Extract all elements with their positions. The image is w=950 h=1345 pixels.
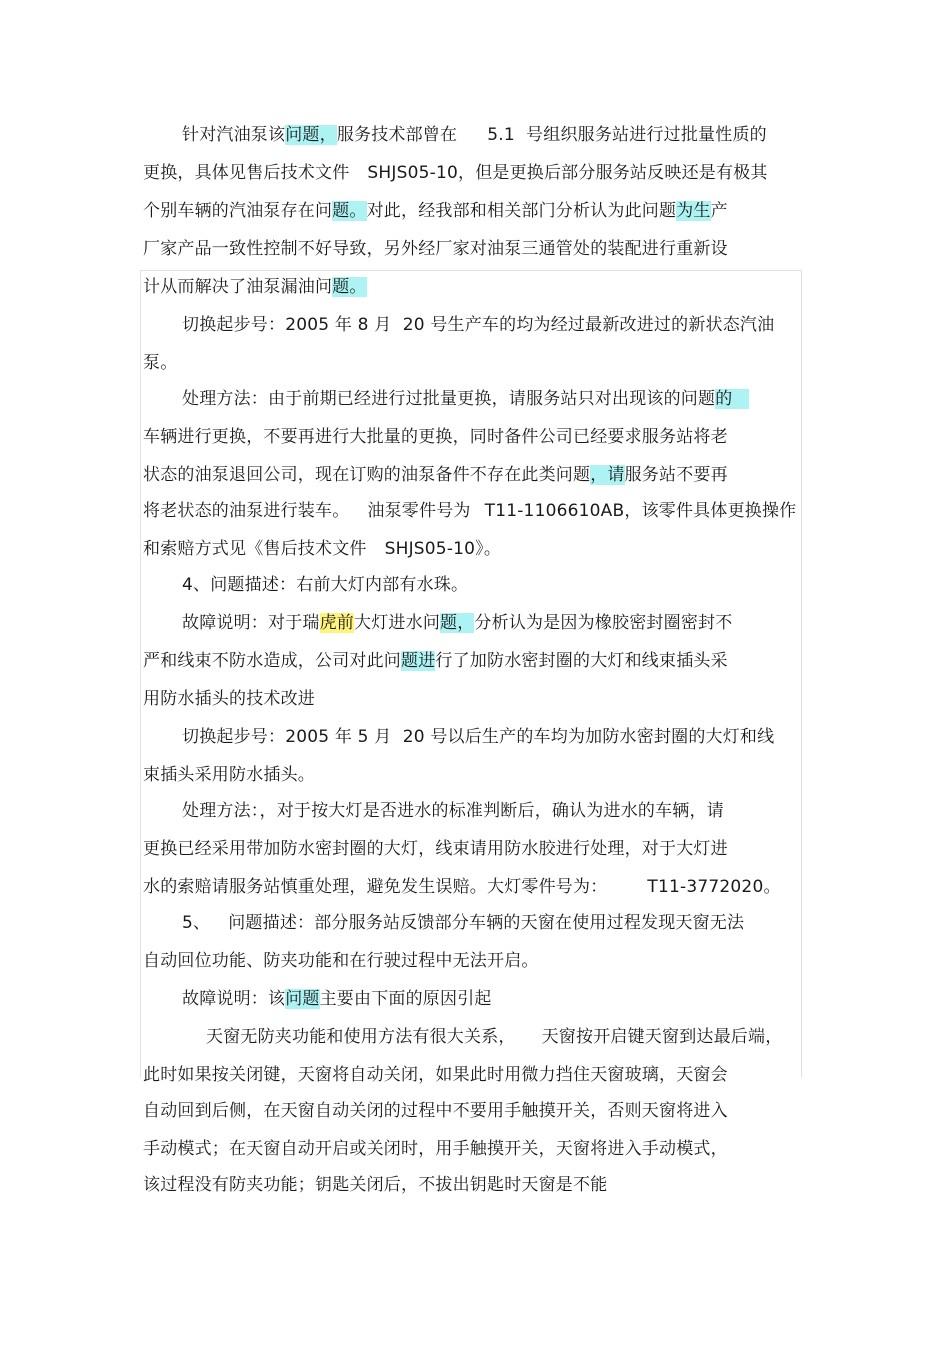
text-run: 大灯进水问 [354, 613, 441, 633]
text-run: 自动回到后侧，在天窗自动关闭的过程中不要用手触摸开关，否则天窗将进入 [143, 1101, 728, 1121]
text-line [143, 426, 728, 448]
highlighted-text: 题， [440, 613, 475, 633]
text-run: 针对汽油泵该 [182, 125, 286, 145]
text-run: 天窗无防夹功能和使用方法有很大关系， [206, 1027, 516, 1047]
text-line [182, 314, 774, 336]
text-line [143, 1100, 728, 1122]
text-run: T11-1106610AB，该零件具体更换操作 [484, 501, 797, 521]
text-run: 天窗按开启键天窗到达最后端， [541, 1027, 783, 1047]
highlighted-text: 问题， [285, 125, 337, 145]
highlighted-text: 题。 [332, 277, 367, 297]
text-run: T11-3772020。 [647, 877, 781, 897]
text-run: 泵。 [143, 353, 178, 373]
highlighted-text: 的 [715, 389, 750, 409]
text-run: 更换已经采用带加防水密封圈的大灯，线束请用防水胶进行处理，对于大灯进 [143, 839, 728, 859]
text-line [143, 162, 768, 184]
highlighted-text: 虎前 [319, 613, 355, 633]
text-run: 5、 [182, 913, 211, 933]
highlighted-text: ，请 [590, 465, 625, 485]
text-run: 行了加防水密封圈的大灯和线束插头采 [435, 651, 728, 671]
text-run: 用防水插头的技术改进 [143, 689, 315, 709]
text-run: 和索赔方式见《售后技术文件 [143, 539, 367, 559]
text-run: 油泵零件号为 [367, 501, 471, 521]
text-line [182, 800, 724, 822]
text-run: 处理方法：，对于按大灯是否进水的标准判断后，确认为进水的车辆，请 [182, 801, 724, 821]
text-run: 该过程没有防夹功能；钥匙关闭后，不拔出钥匙时天窗是不能 [143, 1175, 608, 1195]
text-run: 故障说明：该 [182, 989, 286, 1009]
text-line [182, 726, 774, 748]
text-run: 水的索赔请服务站慎重处理，避免发生误赔。大灯零件号为： [143, 877, 608, 897]
text-run: 手动模式；在天窗自动开启或关闭时，用手触摸开关，天窗将进入手动模式， [143, 1139, 728, 1159]
text-run: 但是更换后部分服务站反映还是有极其 [475, 163, 768, 183]
text-line [182, 612, 732, 634]
highlighted-text: 题。 [332, 201, 367, 221]
text-run: 切换起步号：2005 年 8 月 20 号生产车的均为经过最新改进过的新状态汽油 [182, 315, 775, 335]
text-line [143, 764, 315, 786]
text-run: 状态的油泵退回公司，现在订购的油泵备件不存在此类问题 [143, 465, 591, 485]
text-line [143, 876, 781, 898]
text-line [143, 200, 728, 222]
text-run: 个别车辆的汽油泵存在问 [143, 201, 333, 221]
text-line [182, 124, 767, 146]
highlighted-text: 为生 [676, 201, 711, 221]
text-line [143, 950, 539, 972]
text-line [143, 688, 315, 710]
text-line [143, 1174, 607, 1196]
text-line [143, 276, 367, 298]
text-line [143, 464, 728, 486]
text-line [182, 574, 468, 596]
text-line [143, 838, 728, 860]
text-run: 将老状态的油泵进行装车。 [143, 501, 350, 521]
text-run: 服务站不要再 [624, 465, 728, 485]
text-line [143, 538, 501, 560]
text-run: 更换，具体见售后技术文件 [143, 163, 350, 183]
text-run: SHJS05-10》。 [384, 539, 502, 559]
text-line [143, 352, 177, 374]
text-run: SHJS05-10 [367, 163, 458, 183]
text-line [182, 988, 492, 1010]
text-line [143, 650, 728, 672]
text-run: 计从而解决了油泵漏油问 [143, 277, 333, 297]
highlighted-text: 题进 [401, 651, 436, 671]
text-run: 此时如果按关闭键，天窗将自动关闭，如果此时用微力挡住天窗玻璃，天窗会 [143, 1065, 728, 1085]
text-line [143, 238, 728, 260]
text-run: 主要由下面的原因引起 [319, 989, 492, 1009]
text-line [143, 1064, 728, 1086]
text-line [182, 912, 744, 934]
text-run: 车辆进行更换，不要再进行大批量的更换，同时备件公司已经要求服务站将老 [143, 427, 728, 447]
text-run: 问题描述：部分服务站反馈部分车辆的天窗在使用过程发现天窗无法 [228, 913, 745, 933]
text-run: 分析认为是因为橡胶密封圈密封不 [474, 613, 733, 633]
text-run: 处理方法：由于前期已经进行过批量更换，请服务站只对出现该的问题 [182, 389, 716, 409]
text-run: 产 [710, 201, 728, 221]
text-run: 切换起步号：2005 年 5 月 20 号以后生产的车均为加防水密封圈的大灯和线 [182, 727, 775, 747]
text-run: 服务技术部曾在 [336, 125, 458, 145]
text-run: 自动回位功能、防夹功能和在行驶过程中无法开启。 [143, 951, 539, 971]
text-run: ， [457, 163, 476, 183]
text-run: 4、问题描述：右前大灯内部有水珠。 [182, 575, 469, 595]
text-line [182, 388, 749, 410]
text-run: 5.1 号组织服务站进行过批量性质的 [487, 125, 767, 145]
text-run: 厂家产品一致性控制不好导致，另外经厂家对油泵三通管处的装配进行重新设 [143, 239, 728, 259]
text-line [143, 500, 796, 522]
highlighted-text: 问题 [285, 989, 320, 1009]
text-run: 束插头采用防水插头。 [143, 765, 315, 785]
text-run: 严和线束不防水造成，公司对此问 [143, 651, 401, 671]
text-line [206, 1026, 782, 1048]
text-run: 故障说明：对于瑞 [182, 613, 320, 633]
text-line [143, 1138, 728, 1160]
text-run: 对此，经我部和相关部门分析认为此问题 [366, 201, 677, 221]
